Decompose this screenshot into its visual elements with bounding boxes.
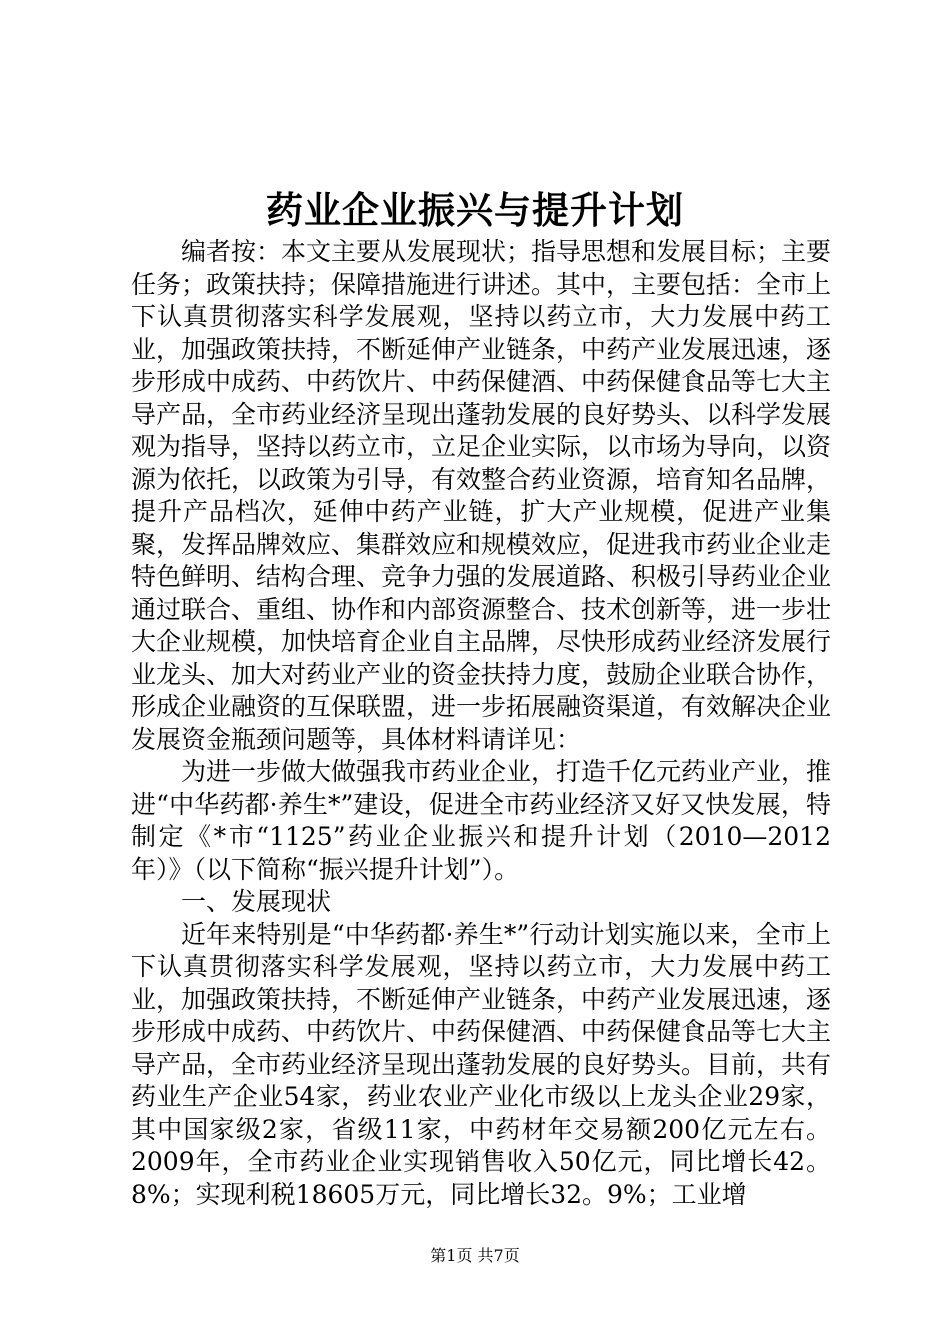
intro-paragraph: 为进一步做大做强我市药业企业，打造千亿元药业产业，推进“中华药都·养生*”建设，促进全市药业经济又好又快发展，特制定《*市“1125”药业企业振兴和提升计划（2010—2012年）》（以下简称“振兴提升计划”）。 xyxy=(131,757,832,884)
page-number: 第1页 共7页 xyxy=(430,1246,520,1265)
editor-note-paragraph: 编者按：本文主要从发展现状；指导思想和发展目标；主要任务；政策扶持；保障措施进行讲述。其中，主要包括：全市上下认真贯彻落实科学发展观，坚持以药立市，大力发展中药工业，加强政策扶持，不断延伸产业链条，中药产业发展迅速，逐步形成中成药、中药饮片、中药保健酒、中药保健食品等七大主导产品，全市药业经济呈现出蓬勃发展的良好势头、以科学发展观为指导，坚持以药立市，立足企业实际，以市场为导向，以资源为依托，以政策为引导，有效整合药业资源，培育知名品牌，提升产品档次，延伸中药产业链，扩大产业规模，促进产业集聚，发挥品牌效应、集群效应和规模效应，促进我市药业企业走特色鲜明、结构合理、竞争力强的发展道路、积极引导药业企业通过联合、重组、协作和内部资源整合、技术创新等，进一步壮大企业规模，加快培育企业自主品牌，尽快形成药业经济发展行业龙头、加大对药业产业的资金扶持力度，鼓励企业联合协作，形成企业融资的互保联盟，进一步拓展融资渠道，有效解决企业发展资金瓶颈问题等，具体材料请详见： xyxy=(131,237,832,754)
section-heading: 一、发展现状 xyxy=(181,887,332,916)
document-title: 药业企业振兴与提升计划 xyxy=(266,188,684,232)
status-paragraph: 近年来特别是“中华药都·养生*”行动计划实施以来，全市上下认真贯彻落实科学发展观，坚持以药立市，大力发展中药工业，加强政策扶持，不断延伸产业链条，中药产业发展迅速，逐步形成中成药、中药饮片、中药保健酒、中药保健食品等七大主导产品，全市药业经济呈现出蓬勃发展的良好势头。目前，共有药业生产企业54家，药业农业产业化市级以上龙头企业29家，其中国家级2家，省级11家，中药材年交易额200亿元左右。2009年，全市药业企业实现销售收入50亿元，同比增长42。8%；实现利税18605万元，同比增长32。9%；工业增 xyxy=(131,919,832,1209)
document-body xyxy=(131,236,831,1211)
